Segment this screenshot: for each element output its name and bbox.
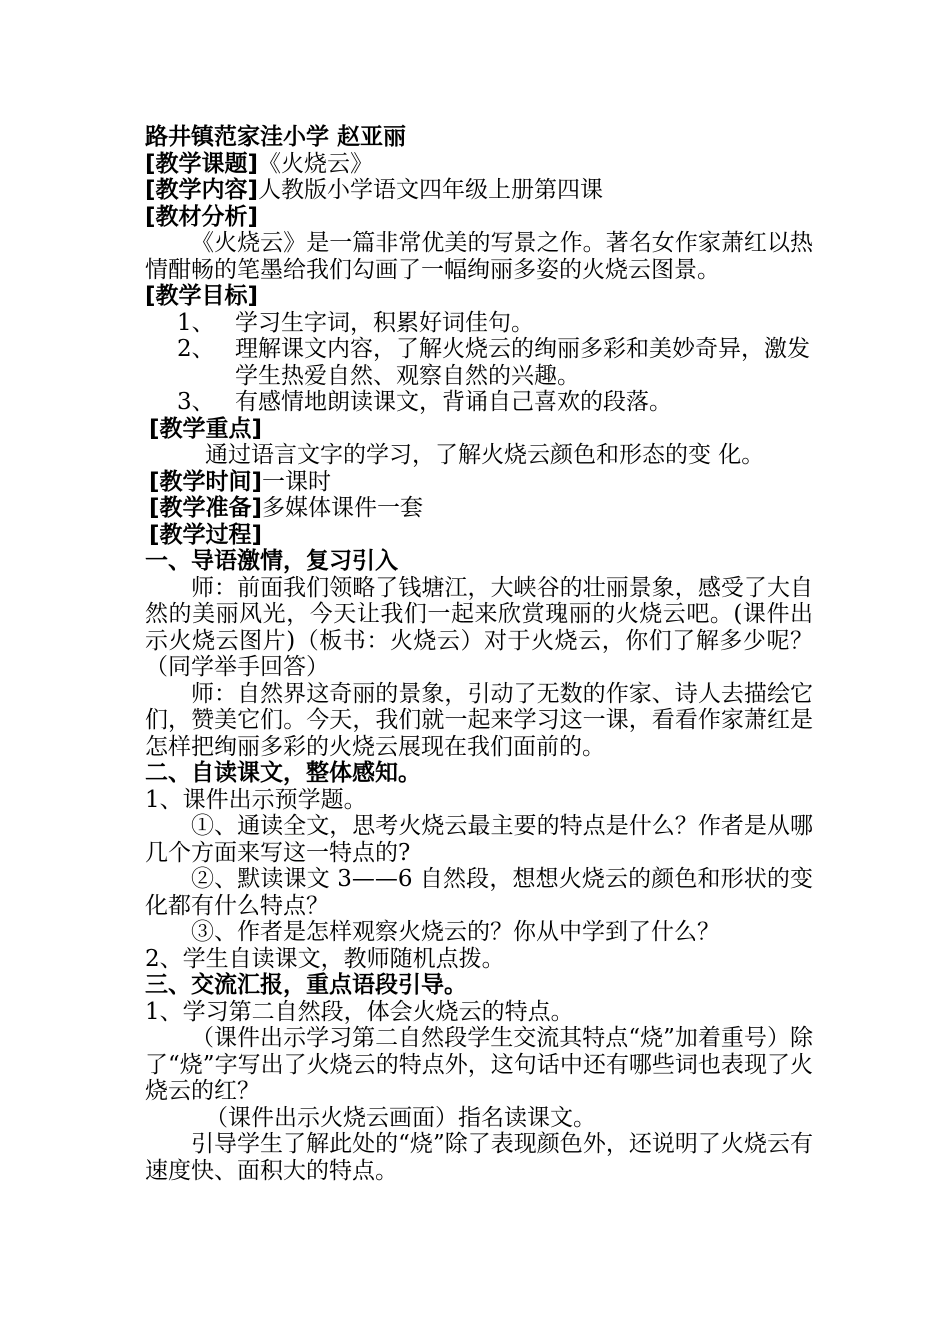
- goals-label: [教学目标]: [145, 283, 259, 309]
- section-1-paragraph: 师：前面我们领略了钱塘江，大峡谷的壮丽景象，感受了大自然的美丽风光，今天让我们一起来欣赏瑰丽的火烧云吧。(课件出示火烧云图片)（板书：火烧云）对于火烧云，你们了解多少呢？（同学举手回答）: [145, 574, 813, 680]
- preview-question: ①、通读全文，思考火烧云最主要的特点是什么？作者是从哪几个方面来写这一特点的?: [145, 813, 813, 866]
- analysis-label: [教材分析]: [145, 203, 259, 230]
- goal-item: [145, 310, 813, 337]
- author-line: 路井镇范家洼小学 赵亚丽: [145, 124, 407, 150]
- goal-item: [145, 389, 813, 416]
- section-3-title: 三、交流汇报，重点语段引导。: [145, 972, 467, 998]
- goal-text: 理解课文内容，了解火烧云的绚丽多彩和美妙奇异，激发学生热爱自然、观察自然的兴趣。: [235, 336, 810, 389]
- topic-row: [145, 151, 813, 178]
- section-3-paragraph: 引导学生了解此处的“烧”除了表现颜色外，还说明了火烧云有速度快、面积大的特点。: [145, 1131, 813, 1184]
- goal-text: 学习生字词，积累好词佳句。: [235, 309, 534, 336]
- section-2-item: 2、学生自读课文，教师随机点拨。: [145, 945, 505, 972]
- section-3-paragraph: （课件出示火烧云画面）指名读课文。: [205, 1104, 596, 1131]
- key-label: [教学重点]: [149, 415, 263, 442]
- section-2-title: 二、自读课文，整体感知。: [145, 760, 421, 786]
- preview-question: ③、作者是怎样观察火烧云的？你从中学到了什么？: [191, 919, 720, 945]
- goal-text: 有感情地朗读课文，背诵自己喜欢的段落。: [235, 389, 672, 415]
- preview-question: ②、默读课文 3——6 自然段，想想火烧云的颜色和形状的变化都有什么特点？: [145, 866, 813, 919]
- prep-row: [145, 495, 813, 522]
- time-row: [145, 469, 813, 496]
- key-text: 通过语言文字的学习，了解火烧云颜色和形态的变 化。: [205, 442, 765, 468]
- goal-number: 1、: [177, 309, 215, 336]
- analysis-text: 《火烧云》是一篇非常优美的写景之作。著名女作家萧红以热情酣畅的笔墨给我们勾画了一幅绚丽多姿的火烧云图景。: [145, 230, 813, 283]
- document-body: [145, 124, 813, 1184]
- content-row: [145, 177, 813, 204]
- content-label: [教学内容]: [145, 177, 259, 203]
- content-value: 人教版小学语文四年级上册第四课: [258, 177, 604, 203]
- topic-label: [教学课题]: [145, 150, 259, 177]
- section-2-item: 1、课件出示预学题。: [145, 786, 367, 813]
- section-3-item: 1、学习第二自然段，体会火烧云的特点。: [145, 998, 574, 1025]
- section-1-paragraph: 师：自然界这奇丽的景象，引动了无数的作家、诗人去描绘它们，赞美它们。今天，我们就一起来学习这一课，看看作家萧红是怎样把绚丽多彩的火烧云展现在我们面前的。: [145, 680, 813, 760]
- section-1-title: 一、导语激情，复习引入: [145, 548, 398, 574]
- time-value: 一课时: [262, 468, 332, 495]
- process-label: [教学过程]: [149, 521, 263, 548]
- prep-label: [教学准备]: [149, 495, 263, 521]
- section-3-paragraph: （课件出示学习第二自然段学生交流其特点“烧”加着重号）除了“烧”字写出了火烧云的特点外，这句话中还有哪些词也表现了火烧云的红？: [145, 1025, 813, 1104]
- topic-value: 《火烧云》: [258, 150, 374, 177]
- goal-number: 3、: [177, 389, 215, 415]
- time-label: [教学时间]: [149, 468, 263, 495]
- goal-number: 2、: [177, 336, 215, 362]
- goal-item: [145, 336, 813, 389]
- prep-value: 多媒体课件一套: [262, 495, 424, 521]
